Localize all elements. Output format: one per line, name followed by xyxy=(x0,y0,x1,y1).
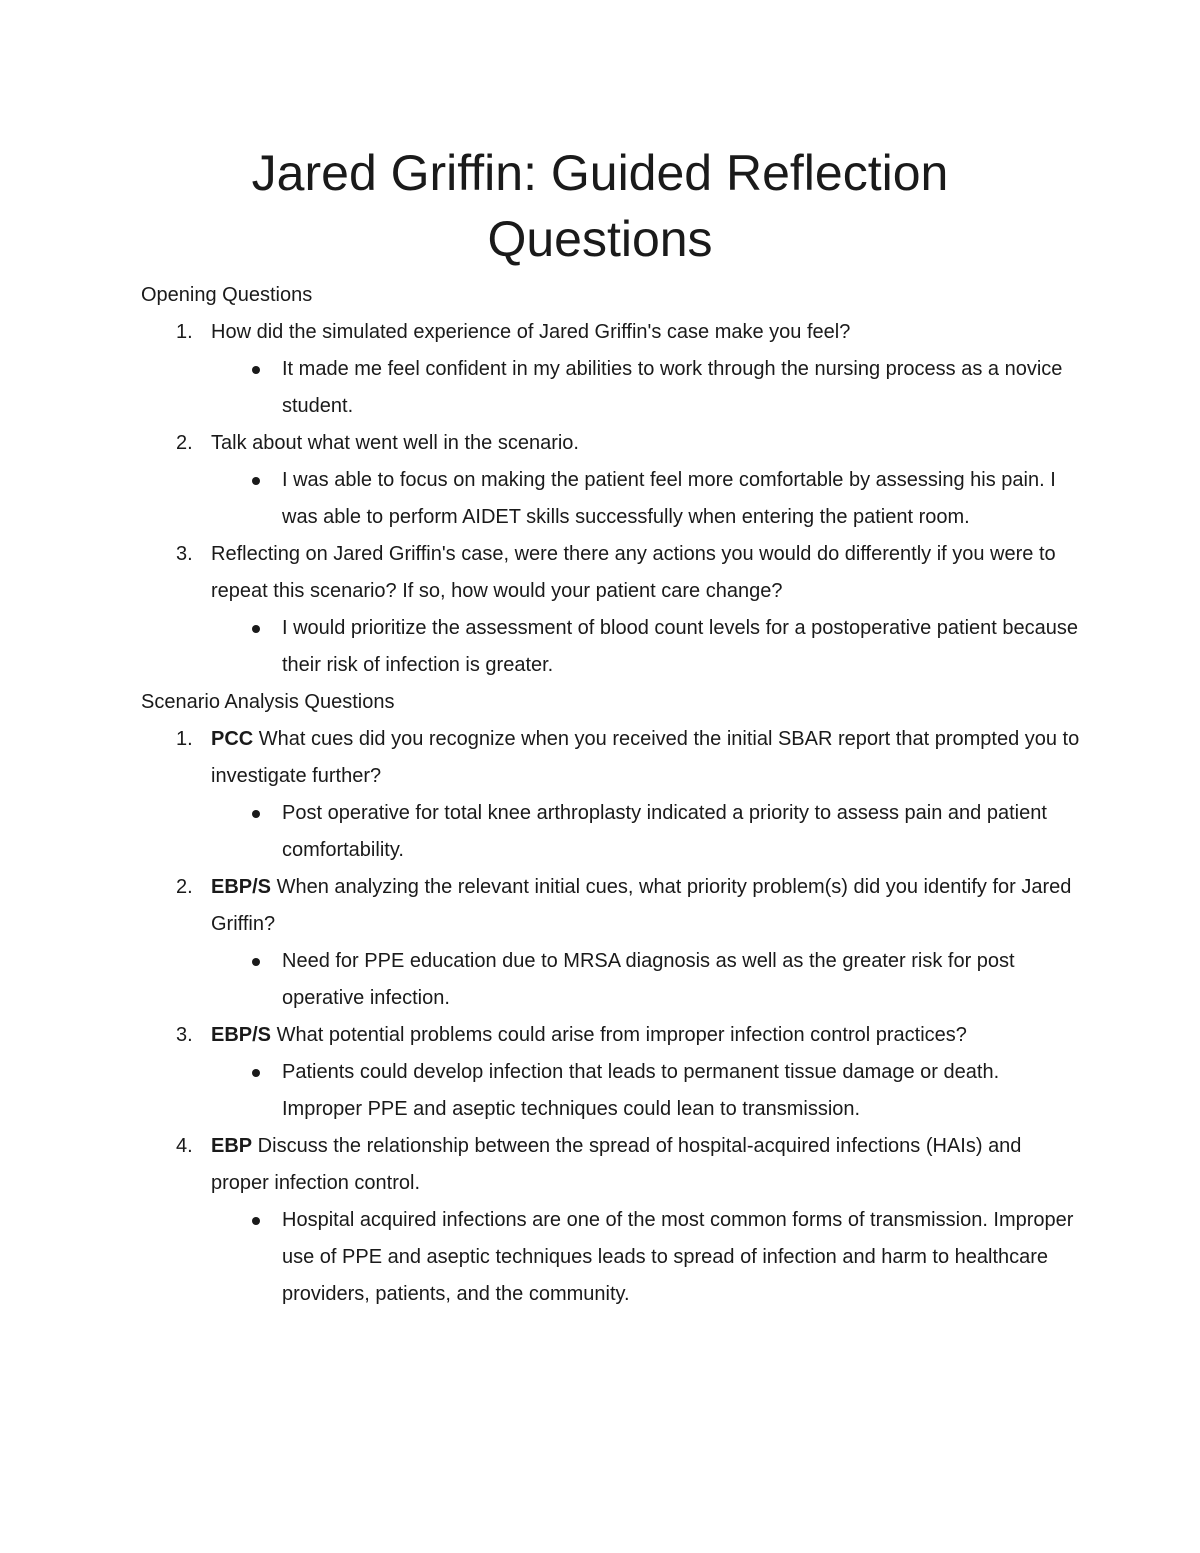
scenario-question-4 xyxy=(141,1128,1081,1313)
bullet-icon xyxy=(252,625,260,633)
question-body: When analyzing the relevant initial cues, what priority problem(s) did you identify for Jared Griffin? xyxy=(211,876,1072,935)
question-body: Reflecting on Jared Griffin's case, were there any actions you would do differently if you were to repeat this scenario? If so, how would your patient care change? xyxy=(211,543,1056,602)
competency-tag: PCC xyxy=(211,728,254,750)
opening-question-2 xyxy=(141,425,1081,536)
page-title xyxy=(0,140,1200,272)
bullet-icon xyxy=(252,810,260,818)
answer-item xyxy=(141,351,1081,425)
answer-item xyxy=(141,943,1081,1017)
question-body: What potential problems could arise from improper infection control practices? xyxy=(271,1024,967,1046)
competency-tag: EBP/S xyxy=(211,1024,272,1046)
question-number: 3. xyxy=(176,543,193,565)
answer-text: I was able to focus on making the patient feel more comfortable by assessing his pain. I was able to perform AIDET skills successfully when entering the patient room. xyxy=(282,469,1056,528)
question-number: 1. xyxy=(176,321,193,343)
question-text xyxy=(141,1017,1081,1054)
bullet-icon xyxy=(252,958,260,966)
answer-text: Need for PPE education due to MRSA diagnosis as well as the greater risk for post operative infection. xyxy=(282,950,1015,1009)
question-body: How did the simulated experience of Jared Griffin's case make you feel? xyxy=(211,321,851,343)
competency-tag: EBP xyxy=(211,1135,253,1157)
competency-tag: EBP/S xyxy=(211,876,272,898)
title-line-1: Jared Griffin: Guided Reflection xyxy=(251,145,949,201)
question-body: Discuss the relationship between the spread of hospital-acquired infections (HAIs) and proper infection control. xyxy=(211,1135,1022,1194)
document-body xyxy=(141,277,1081,1313)
question-number: 2. xyxy=(176,432,193,454)
bullet-icon xyxy=(252,1069,260,1077)
opening-question-3 xyxy=(141,536,1081,684)
question-number: 3. xyxy=(176,1024,193,1046)
question-number: 4. xyxy=(176,1135,193,1157)
question-text xyxy=(141,1128,1081,1202)
answer-item xyxy=(141,610,1081,684)
scenario-analysis-heading: Scenario Analysis Questions xyxy=(141,691,395,713)
answer-text: It made me feel confident in my abilities to work through the nursing process as a novice student. xyxy=(282,358,1063,417)
question-number: 1. xyxy=(176,728,193,750)
bullet-icon xyxy=(252,477,260,485)
answer-item xyxy=(141,1202,1081,1313)
scenario-question-2 xyxy=(141,869,1081,1017)
opening-questions-heading: Opening Questions xyxy=(141,284,313,306)
question-text xyxy=(141,536,1081,610)
answer-item xyxy=(141,1054,1081,1128)
question-text xyxy=(141,425,1081,462)
scenario-question-1 xyxy=(141,721,1081,869)
opening-question-1 xyxy=(141,314,1081,425)
answer-text: Hospital acquired infections are one of the most common forms of transmission. Improper use of PPE and aseptic techniques leads to spread of infection and harm to healthcare providers, patients, and the community. xyxy=(282,1209,1074,1305)
answer-item xyxy=(141,462,1081,536)
bullet-icon xyxy=(252,366,260,374)
title-line-2: Questions xyxy=(487,211,713,267)
answer-text: Patients could develop infection that leads to permanent tissue damage or death. Improper PPE and aseptic techniques could lean to transmission. xyxy=(282,1061,1000,1120)
question-text xyxy=(141,314,1081,351)
answer-text: I would prioritize the assessment of blood count levels for a postoperative patient because their risk of infection is greater. xyxy=(282,617,1079,676)
scenario-question-3 xyxy=(141,1017,1081,1128)
question-text xyxy=(141,869,1081,943)
answer-text: Post operative for total knee arthroplasty indicated a priority to assess pain and patient comfortability. xyxy=(282,802,1047,861)
question-body: Talk about what went well in the scenario. xyxy=(211,432,579,454)
bullet-icon xyxy=(252,1217,260,1225)
question-text xyxy=(141,721,1081,795)
question-body: What cues did you recognize when you received the initial SBAR report that prompted you to investigate further? xyxy=(211,728,1080,787)
answer-item xyxy=(141,795,1081,869)
question-number: 2. xyxy=(176,876,193,898)
